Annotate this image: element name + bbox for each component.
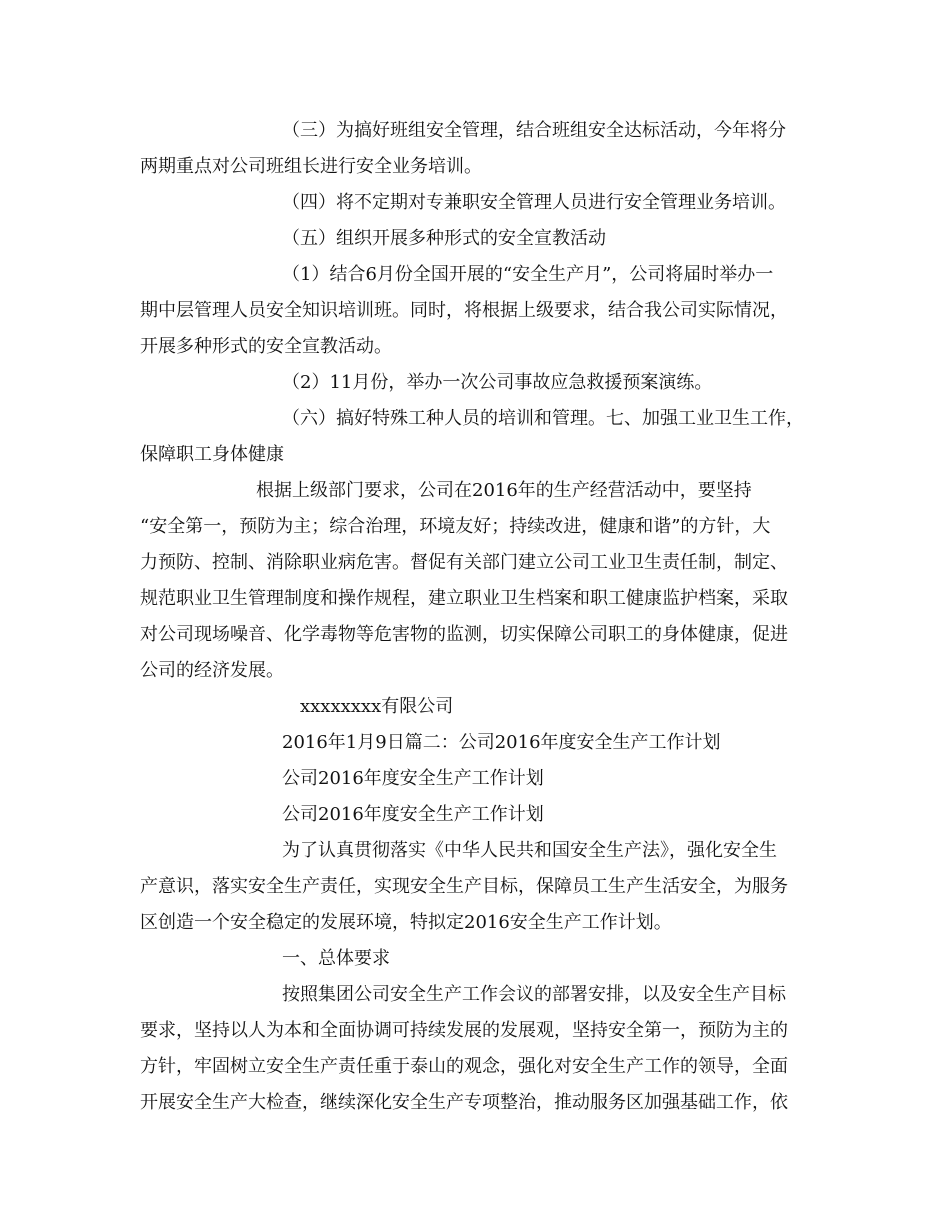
text-line: （六）搞好特殊工种人员的培训和管理。七、加强工业卫生工作，	[282, 408, 804, 429]
text-line: 产意识，落实安全生产责任，实现安全生产目标，保障员工生产生活安全，为服务	[140, 876, 788, 897]
section-heading: 一、总体要求	[282, 948, 390, 969]
text-line: 规范职业卫生管理制度和操作规程，建立职业卫生档案和职工健康监护档案，采取	[140, 588, 788, 609]
text-line: 对公司现场噪音、化学毒物等危害物的监测，切实保障公司职工的身体健康，促进	[140, 624, 788, 645]
text-line: 为了认真贯彻落实《中华人民共和国安全生产法》，强化安全生	[282, 840, 777, 861]
text-line: 开展安全生产大检查，继续深化安全生产专项整治，推动服务区加强基础工作，依	[140, 1092, 788, 1113]
text-line: 开展多种形式的安全宣教活动。	[140, 336, 392, 357]
text-line: “安全第一，预防为主；综合治理，环境友好；持续改进，健康和谐”的方针，大	[140, 516, 771, 537]
text-line: 方针，牢固树立安全生产责任重于泰山的观念，强化对安全生产工作的领导，全面	[140, 1056, 788, 1077]
text-line: （1）结合6月份全国开展的“安全生产月”，公司将届时举办一	[282, 264, 774, 285]
text-line: 公司的经济发展。	[140, 660, 284, 681]
text-line: 力预防、控制、消除职业病危害。督促有关部门建立公司工业卫生责任制，制定、	[140, 552, 788, 573]
text-line: （2）11月份，举办一次公司事故应急救援预案演练。	[282, 372, 713, 393]
text-line: 区创造一个安全稳定的发展环境，特拟定2016安全生产工作计划。	[140, 912, 672, 933]
text-line: 要求，坚持以人为本和全面协调可持续发展的发展观，坚持安全第一，预防为主的	[140, 1020, 788, 1041]
text-line: 两期重点对公司班组长进行安全业务培训。	[140, 156, 482, 177]
text-line: 期中层管理人员安全知识培训班。同时，将根据上级要求，结合我公司实际情况，	[140, 300, 788, 321]
text-line: （三）为搞好班组安全管理，结合班组安全达标活动，今年将分	[282, 120, 786, 141]
section-title: 公司2016年度安全生产工作计划	[282, 768, 544, 789]
company-name: xxxxxxxx有限公司	[300, 696, 454, 717]
section-title: 公司2016年度安全生产工作计划	[282, 804, 544, 825]
text-line: 保障职工身体健康	[140, 444, 284, 465]
date-line: 2016年1月9日篇二：公司2016年度安全生产工作计划	[282, 732, 721, 753]
text-line: （四）将不定期对专兼职安全管理人员进行安全管理业务培训。	[282, 192, 786, 213]
text-line: 根据上级部门要求，公司在2016年的生产经营活动中，要坚持	[256, 480, 752, 501]
text-line: 按照集团公司安全生产工作会议的部署安排，以及安全生产目标	[282, 984, 786, 1005]
text-line: （五）组织开展多种形式的安全宣教活动	[282, 228, 606, 249]
